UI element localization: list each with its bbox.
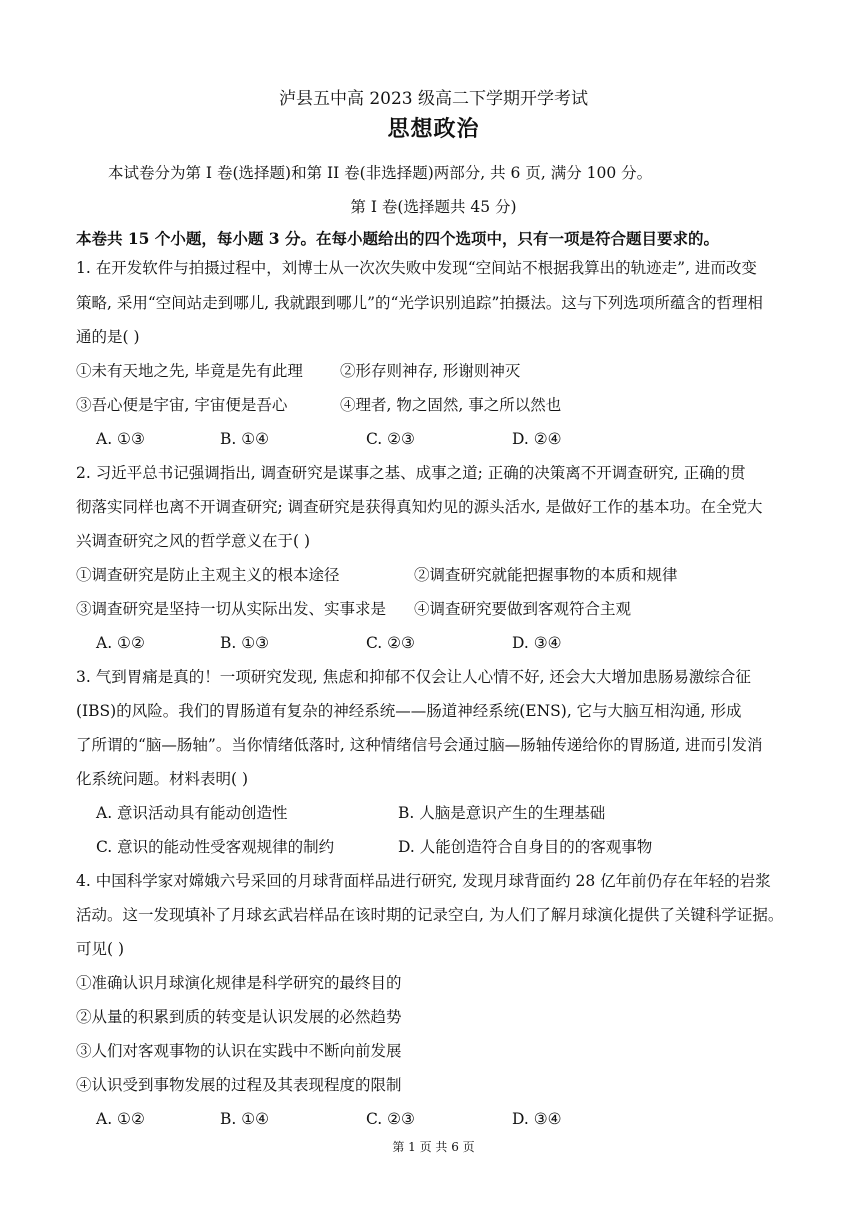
statement-4: ④认识受到事物发展的过程及其表现程度的限制 [76, 1076, 402, 1094]
exam-title: 泸县五中高 2023 级高二下学期开学考试 [278, 89, 589, 109]
statement-2: ②调查研究就能把握事物的本质和规律 [414, 566, 678, 584]
option-c[interactable]: C. ②③ [366, 1110, 415, 1128]
section-instructions: 本卷共 15 个小题，每小题 3 分。在每小题给出的四个选项中，只有一项是符合题目要求的。 [76, 229, 719, 248]
statement-2: ②从量的积累到质的转变是认识发展的必然趋势 [76, 1008, 402, 1026]
question-line: 了所谓的“脑—肠轴”。当你情绪低落时, 这种情绪信号会通过脑—肠轴传递给你的胃肠道, 进而引发消 [76, 736, 763, 754]
option-d[interactable]: D. ③④ [512, 1110, 562, 1128]
statement-1: ①准确认识月球演化规律是科学研究的最终目的 [76, 974, 402, 992]
question-line: 化系统问题。材料表明( ) [76, 770, 249, 788]
subject-title: 思想政治 [387, 116, 480, 142]
question-line: 彻落实同样也离不开调查研究; 调查研究是获得真知灼见的源头活水, 是做好工作的基本功。在全党大 [76, 498, 763, 516]
option-a[interactable]: A. 意识活动具有能动创造性 [96, 804, 288, 822]
question-line: 活动。这一发现填补了月球玄武岩样品在该时期的记录空白, 为人们了解月球演化提供了关键科学证据。 [76, 906, 784, 924]
option-c[interactable]: C. ②③ [366, 430, 415, 448]
section-heading: 第 I 卷(选择题共 45 分) [350, 198, 517, 216]
question-line: (IBS)的风险。我们的胃肠道有复杂的神经系统——肠道神经系统(ENS), 它与大脑互相沟通, 形成 [76, 702, 742, 720]
question-line: 策略, 采用“空间站走到哪儿, 我就跟到哪儿”的“光学识别追踪”拍摄法。这与下列选项所蕴含的哲理相 [76, 294, 763, 312]
option-b[interactable]: B. 人脑是意识产生的生理基础 [398, 804, 606, 822]
answer-options [0, 632, 867, 654]
option-d[interactable]: D. ②④ [512, 430, 562, 448]
question-line: 3. 气到胃痛是真的！一项研究发现, 焦虑和抑郁不仅会让人心情不好, 还会大大增加患肠易激综合征 [76, 668, 751, 686]
statement-4: ④理者, 物之固然, 事之所以然也 [340, 396, 562, 414]
statement-3: ③人们对客观事物的认识在实践中不断向前发展 [76, 1042, 402, 1060]
answer-options [0, 428, 867, 450]
question-line: 1. 在开发软件与拍摄过程中，刘博士从一次次失败中发现“空间站不根据我算出的轨迹走”, 进而改变 [76, 259, 757, 277]
question-line: 4. 中国科学家对嫦娥六号采回的月球背面样品进行研究, 发现月球背面约 28 亿年前仍存在年轻的岩浆 [76, 872, 771, 890]
option-d[interactable]: D. ③④ [512, 634, 562, 652]
statement-2: ②形存则神存, 形谢则神灭 [340, 362, 521, 380]
statement-4: ④调查研究要做到客观符合主观 [414, 600, 632, 618]
question-line: 可见( ) [76, 940, 125, 958]
option-d[interactable]: D. 人能创造符合自身目的的客观事物 [398, 838, 653, 856]
option-c[interactable]: C. 意识的能动性受客观规律的制约 [96, 838, 335, 856]
question-line: 兴调查研究之风的哲学意义在于( ) [76, 532, 311, 550]
option-a[interactable]: A. ①② [96, 634, 145, 652]
option-b[interactable]: B. ①③ [220, 634, 270, 652]
question-line: 2. 习近平总书记强调指出, 调查研究是谋事之基、成事之道; 正确的决策离不开调查研究, 正确的贯 [76, 464, 746, 482]
statement-1: ①调查研究是防止主观主义的根本途径 [76, 566, 340, 584]
option-c[interactable]: C. ②③ [366, 634, 415, 652]
question-line: 通的是( ) [76, 328, 140, 346]
statement-3: ③吾心便是宇宙, 宇宙便是吾心 [76, 396, 288, 414]
option-b[interactable]: B. ①④ [220, 430, 270, 448]
statement-1: ①未有天地之先, 毕竟是先有此理 [76, 362, 303, 380]
page-footer: 第 1 页 共 6 页 [392, 1140, 475, 1154]
answer-options [0, 1108, 867, 1130]
option-a[interactable]: A. ①③ [96, 430, 145, 448]
statement-3: ③调查研究是坚持一切从实际出发、实事求是 [76, 600, 387, 618]
option-b[interactable]: B. ①④ [220, 1110, 270, 1128]
option-a[interactable]: A. ①② [96, 1110, 145, 1128]
exam-intro: 本试卷分为第 I 卷(选择题)和第 II 卷(非选择题)两部分, 共 6 页, 满分 100 分。 [108, 164, 653, 182]
